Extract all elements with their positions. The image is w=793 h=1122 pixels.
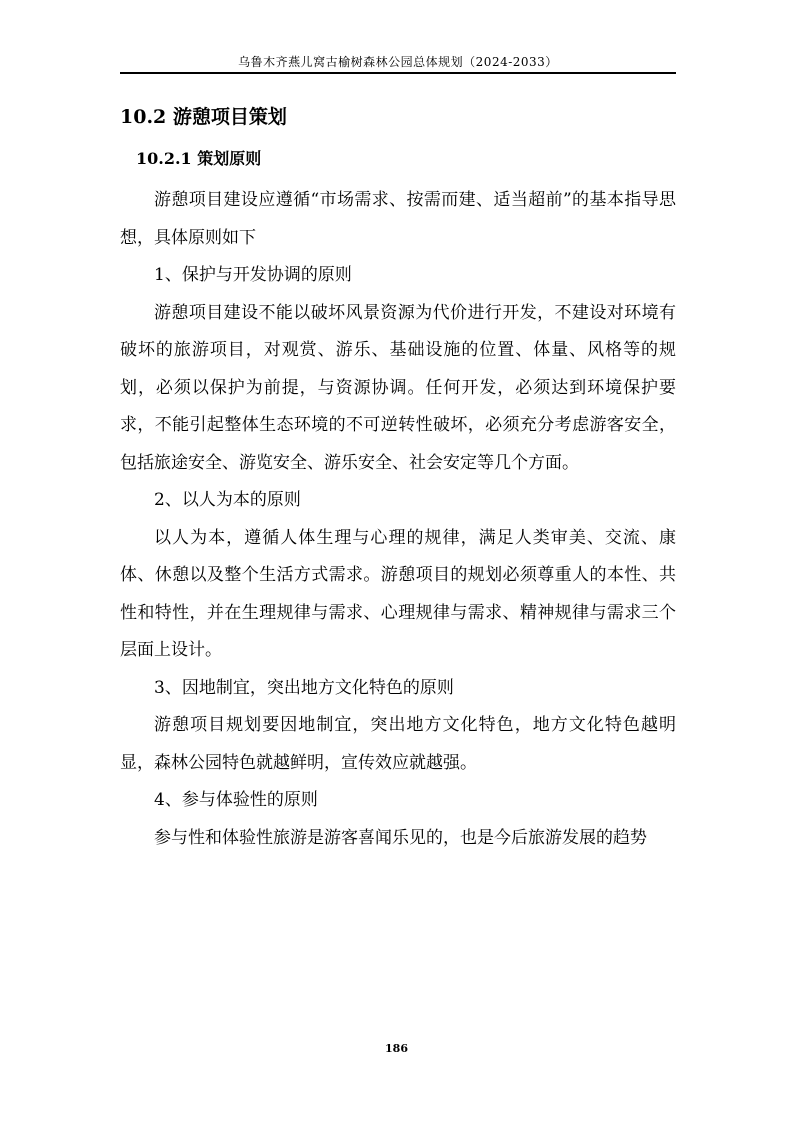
body-text — [120, 182, 676, 857]
principle-1-heading: 1、保护与开发协调的原则 — [154, 265, 352, 285]
page-number: 186 — [385, 1042, 408, 1055]
principle-2-paragraph: 以人为本，遵循人体生理与心理的规律，满足人类审美、交流、康体、休憩以及整个生活方式需求。游憩项目的规划必须尊重人的本性、共性和特性，并在生理规律与需求、心理规律与需求、精神规律与需求三个层面上设计。 — [120, 527, 676, 660]
principle-3-heading: 3、因地制宜，突出地方文化特色的原则 — [154, 677, 454, 698]
principle-2-heading: 2、以人为本的原则 — [154, 490, 301, 510]
principle-1-paragraph: 游憩项目建设不能以破坏风景资源为代价进行开发，不建设对环境有破坏的旅游项目，对观赏、游乐、基础设施的位置、体量、风格等的规划，必须以保护为前提，与资源协调。任何开发，必须达到环境保护要求，不能引起整体生态环境的不可逆转性破坏，必须充分考虑游客安全，包括旅途安全、游览安全、游乐安全、社会安定等几个方面。 — [120, 302, 676, 473]
header-rule — [120, 72, 676, 74]
principle-4-heading: 4、参与体验性的原则 — [154, 790, 318, 810]
principle-4-paragraph: 参与性和体验性旅游是游客喜闻乐见的，也是今后旅游发展的趋势 — [154, 827, 647, 848]
subsection-title: 10.2.1 策划原则 — [136, 149, 262, 168]
principle-3-paragraph: 游憩项目规划要因地制宜，突出地方文化特色，地方文化特色越明显，森林公园特色就越鲜明，宣传效应就越强。 — [120, 715, 676, 773]
intro-paragraph: 游憩项目建设应遵循“市场需求、按需而建、适当超前”的基本指导思想，具体原则如下 — [120, 190, 676, 248]
running-header: 乌鲁木齐燕儿窝古榆树森林公园总体规划（2024-2033） — [238, 55, 558, 69]
section-title: 10.2 游憩项目策划 — [120, 106, 287, 128]
